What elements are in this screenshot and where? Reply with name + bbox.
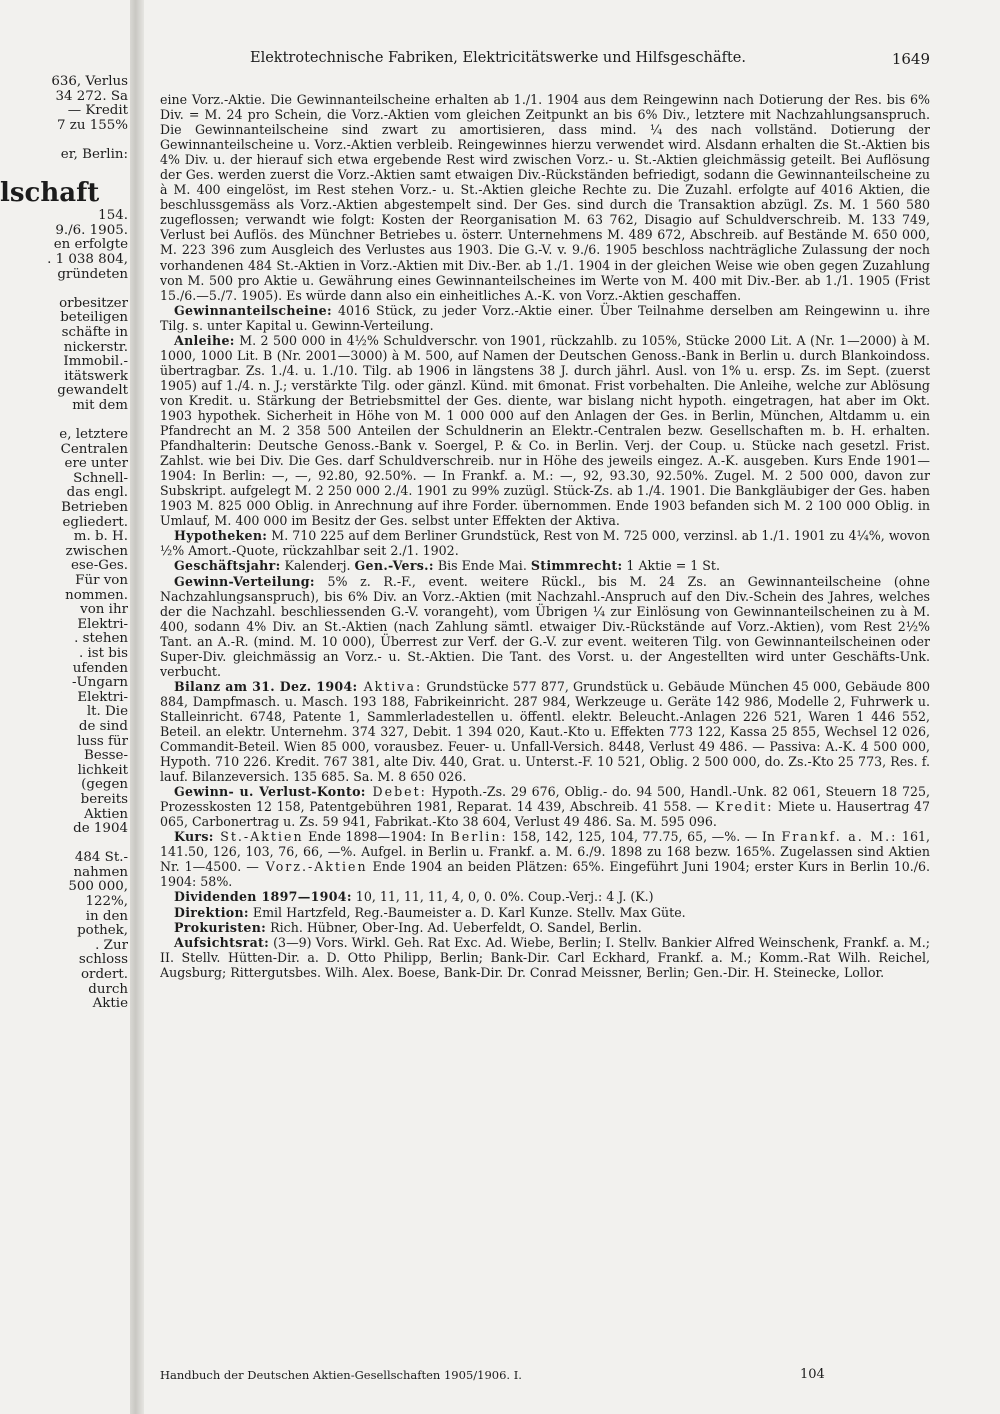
fragment-line: e, letztere <box>59 427 128 443</box>
spaced-label: St.-Aktien <box>213 829 304 845</box>
section-text: (3—9) Vors. Wirkl. Geh. Rat Exc. Ad. Wiebe, Berlin; I. Stellv. Bankier Alfred Weinschenk, Frankf. a. M.; II. Stellv. Hütten-Dir. a. D. Otto Philipp, Berlin; Bank-Dir. Carl Eckhard, Frankf. a. M.; Komm.-Rat Wilh. Reichel, Augsburg; Rittergutsbes. Wilh. Alex. Boese, Bank-Dir. Dr. Conrad Meissner, Berlin; Gen.-Dir. H. Steinecke, Lollor. <box>160 934 930 980</box>
paragraph-hypotheken <box>160 528 930 558</box>
section-heading: Gen.-Vers.: <box>354 558 434 574</box>
page-footer <box>160 1368 930 1386</box>
fragment-line: nahmen <box>73 864 128 880</box>
fragment-line: . ist bis <box>78 645 128 661</box>
adjacent-page-fragment <box>0 75 128 1375</box>
fragment-line: das engl. <box>66 485 128 501</box>
running-header <box>160 50 930 74</box>
section-heading: Kurs: <box>174 829 214 845</box>
spaced-label: Vorz.-Aktien <box>258 859 368 875</box>
section-text: 4016 Stück, zu jeder Vorz.-Aktie einer. Über Teilnahme derselben am Reingewinn u. ihre Tilg. s. unter Kapital u. Gewinn-Verteilung. <box>160 302 930 333</box>
section-text: Ende 1904 an beiden Plätzen: 65%. Eingeführt Juni 1904; erster Kurs in Berlin 10./6. 1904: 58%. <box>160 859 930 890</box>
fragment-line: durch <box>88 981 128 997</box>
fragment-line: egliedert. <box>62 514 128 530</box>
fragment-line: Betrieben <box>61 500 128 516</box>
fragment-line: de 1904 <box>73 821 128 837</box>
fragment-line: Schnell- <box>73 470 128 486</box>
section-text: 5% z. R.-F., event. weitere Rückl., bis M. 24 Zs. an Gewinnanteilscheine (ohne Nachzahlungsanspruch), bis 6% Div. an Vorz.-Aktien (mit Nachzahl.-Anspruch auf den Div.-Schein des Jahres, welches der die Nachzahl. beschliessenden G.-V. vorangeht), vom Übrigen ¼ zur Einlösung von Gewinnanteilscheinen zu à M. 400, sodann 4% Div. an St.-Aktien (nach Zahlung sämtl. etwaiger Div.-Rückstände auf Vorz.-Aktien), vom Rest 2½% Tant. an A.-R. (mind. M. 10 000), Überrest zur Verf. der G.-V. zur event. weiteren Tilg. von Gewinnanteilscheinen oder Super-Div. gleichmässig an Vorz.- u. St.-Aktien. Die Tant. des Vorst. u. der Angestellten wird unter Geschäfts-Unk. verbucht. <box>160 573 930 679</box>
fragment-line: Besse- <box>84 748 128 764</box>
paragraph-bilanz <box>160 679 930 784</box>
book-binding-shadow <box>130 0 144 1414</box>
section-heading: Stimmrecht: <box>530 558 623 574</box>
paragraph-prokuristen <box>160 920 930 935</box>
fragment-line: lichkeit <box>77 762 128 778</box>
fragment-line: luss für <box>77 733 128 749</box>
section-text: M. 710 225 auf dem Berliner Grundstück, Rest von M. 725 000, verzinsl. ab 1./1. 1901 zu 4¼%, wovon ½% Amort.-Quote, rückzahlbar seit 2./1. 1902. <box>160 528 930 559</box>
fragment-line: gründeten <box>57 266 128 282</box>
header-title: Elektrotechnische Fabriken, Elektricitätswerke und Hilfsgeschäfte. <box>250 50 746 66</box>
fragment-line: in den <box>85 908 128 924</box>
page-number: 1649 <box>891 50 930 68</box>
fragment-line: Immobil.- <box>63 354 128 370</box>
fragment-line: Für von <box>75 573 128 588</box>
fragment-line: schloss <box>78 952 128 968</box>
fragment-line: nickerstr. <box>63 339 128 355</box>
fragment-line <box>0 282 128 297</box>
fragment-line: m. b. H. <box>73 529 128 545</box>
fragment-line: 500 000, <box>68 879 128 895</box>
fragment-line: lschaft <box>0 178 100 209</box>
section-text: Emil Hartzfeld, Reg.-Baumeister a. D. Karl Kunze. Stellv. Max Güte. <box>248 904 686 920</box>
section-text: Rich. Hübner, Ober-Ing. Ad. Ueberfeldt, O. Sandel, Berlin. <box>266 919 642 935</box>
fragment-line: ese-Ges. <box>71 558 128 574</box>
paragraph-capital: eine Vorz.-Aktie. Die Gewinnanteilscheine erhalten ab 1./1. 1904 aus dem Reingewinn nach Dotierung der Res. bis 6% Div. = M. 24 pro Schein, die Vorz.-Aktien vom gleichen Zeitpunkt an bis 6% Div., letztere mit Nachzahlungsanspruch. Die Gewinnanteilscheine sind zwart zu amortisieren, dass mind. ¼ des nach vollständ. Dotierung der Gewinnanteilscheine u. Vorz.-Aktien verbleib. Reingewinnes hierzu verwendet wird. Alsdann erhalten die St.-Aktien bis 4% Div. u. der hierauf sich etwa ergebende Rest wird zwischen Vorz.- u. St.-Aktien gleichmässig geteilt. Bei Auflösung der Ges. werden zuerst die Vorz.-Aktien samt etwaigen Div.-Rückständen befriedigt, sodann die Gewinnanteilscheine zu à M. 400 eingelöst, im Rest stehen Vorz.- u. St.-Aktien gleiche Rechte zu. Die Zuzahl. erfolgte auf 4016 Aktien, die beschlussgemäss als Vorz.-Aktien abgestempelt sind. Der Ges. sind durch die Transaktion abzügl. Zs. M. 1 560 580 zugeflossen; verwandt wie folgt: Kosten der Reorganisation M. 63 762, Disagio auf Schuldverschreib. M. 133 749, Verlust bei Auflös. des Münchner Betriebes u. österr. Unternehmens M. 489 672, Abschreib. auf Bestände M. 650 000, M. 223 396 zum Ausgleich des Verlustes aus 1903. Die G.-V. v. 9./6. 1905 beschloss nachträgliche Zulassung der noch vorhandenen 484 St.-Aktien in Vorz.-Aktien mit Div.-Ber. ab 1./1. 1904 in der gleichen Weise wie oben gegen Zuzahlung von M. 500 pro Aktie u. Gewährung eines Gewinnanteilscheines im Werte von M. 400 mit Div.-Ber. ab 1./1. 1905 (Frist 15./6.—5./7. 1905). Es würde dann also ein einheitliches A.-K. von Vorz.-Aktien geschaffen. <box>160 92 930 303</box>
fragment-line: . Zur <box>95 937 128 953</box>
fragment-line: von ihr <box>80 602 128 618</box>
section-text: Bis Ende Mai. <box>433 558 531 574</box>
section-text: Hypoth.-Zs. 29 676, Oblig.- do. 94 500, Handl.-Unk. 82 061, Steuern 18 725, Prozesskosten 12 158, Patentgebühren 1981, Reparat. 14 439, Abschreib. 41 558. — <box>160 784 930 815</box>
spaced-label: Aktiva: <box>357 678 423 694</box>
fragment-line <box>0 837 128 852</box>
paragraph-direktion <box>160 905 930 920</box>
section-text: Miete u. Hausertrag 47 065, Carbonertrag u. Zs. 59 941, Fabrikat.-Kto 38 604, Verlust 49 486. Sa. M. 595 096. <box>160 799 930 830</box>
spaced-label: Debet: <box>365 784 427 800</box>
spaced-label: Berlin: <box>444 829 508 845</box>
paragraph-kurs <box>160 829 930 889</box>
paragraph-anleihe <box>160 333 930 529</box>
section-heading: Hypotheken: <box>174 528 268 544</box>
paragraph-gewinn-verteilung <box>160 574 930 679</box>
fragment-line: orbesitzer <box>59 295 128 311</box>
fragment-line <box>0 413 128 428</box>
fragment-line: 7 zu 155% <box>57 117 128 133</box>
paragraph-gewinn-verlust <box>160 784 930 829</box>
fragment-line: Centralen <box>60 441 128 457</box>
main-text-column <box>160 92 930 1362</box>
section-heading: Prokuristen: <box>174 919 267 935</box>
fragment-line: Aktie <box>92 996 128 1012</box>
fragment-line: zwischen <box>65 543 128 559</box>
footer-reference: Handbuch der Deutschen Aktien-Gesellschaften 1905/1906. I. <box>160 1368 522 1382</box>
section-text: 158, 142, 125, 104, 77.75, 65, —%. — In <box>507 829 775 845</box>
signature-mark: 104 <box>800 1367 825 1382</box>
fragment-line: de sind <box>78 718 128 734</box>
section-text: Grundstücke 577 877, Grundstück u. Gebäude München 45 000, Gebäude 800 884, Dampfmasch. u. Masch. 193 188, Fabrikeinricht. 287 984, Werkzeuge u. Geräte 142 986, Modelle 2, Fuhrwerk u. Stalleinricht. 6748, Patente 1, Sammlerladestellen u. öffentl. elektr. Beleucht.-Anlagen 226 521, Waren 1 446 552, Beteil. an elektr. Unternehm. 374 327, Debit. 1 394 020, Kaut.-Kto u. Effekten 773 122, Kassa 25 855, Wechsel 12 026, Commandit-Beteil. Wien 85 000, vorausbez. Feuer- u. Unfall-Versich. 8448, Verlust 49 486. — Passiva: A.-K. 4 500 000, Hypoth. 710 226. Kredit. 767 381, alte Div. 440, Grat. u. Unterst.-F. 10 521, Oblig. 2 500 000, do. Zs.-Kto 25 773, Res. f. lauf. Bilanzeversich. 135 685. Sa. M. 8 650 026. <box>160 678 930 785</box>
section-heading: Direktion: <box>174 904 249 920</box>
section-heading: Geschäftsjahr: <box>174 558 281 574</box>
section-heading: Gewinn- u. Verlust-Konto: <box>174 784 366 800</box>
fragment-line: ordert. <box>81 967 128 983</box>
section-text: M. 2 500 000 in 4½% Schuldverschr. von 1901, rückzahlb. zu 105%, Stücke 2000 Lit. A (Nr. 1—2000) à M. 1000, 1000 Lit. B (Nr. 2001—3000) à M. 500, auf Namen der Deutschen Genoss.-Bank in Berlin u. durch Blankoindoss. übertragbar. Zs. 1./4. u. 1./10. Tilg. ab 1906 in längstens 38 J. durch jährl. Ausl. von 1% u. ersp. Zs. im Sept. (zuerst 1905) auf 1./4. n. J.; verstärkte Tilg. oder gänzl. Künd. mit 6monat. Frist vorbehalten. Die Anleihe, welche zur Ablösung von Kredit. u. Stärkung der Betriebsmittel der Ges. diente, war bislang nicht hypoth. eingetragen, hat aber im Okt. 1903 hypothek. Sicherheit in Höhe von M. 1 000 000 auf den Anlagen der Ges. in Berlin, München, Altdamm u. ein Pfandrecht an M. 2 358 500 Anteilen der Schuldnerin an Elektr.-Centralen bezw. Gesellschaften m. b. H. erhalten. Pfandhalterin: Deutsche Genoss.-Bank v. Soergel, P. & Co. in Berlin. Verj. der Coup. u. Stücke nach gesetzl. Frist. Zahlst. wie bei Div. Die Ges. darf Schuldverschreib. nur in Höhe des jeweils eingez. A.-K. ausgeben. Kurs Ende 1901—1904: In Berlin: —, —, 92.80, 92.50%. — In Frankf. a. M.: —, 92, 93.30, 92.50%. Zugel. M. 2 500 000, davon zur Subskript. aufgelegt M. 2 250 000 2./4. 1901 zu 99% zuzügl. Stück-Zs. ab 1./4. 1901. Die Bankgläubiger der Ges. haben 1903 M. 825 000 Oblig. in Anrechnung auf ihre Forder. übernommen. Ende 1903 befanden sich M. 2 100 000 Oblig. in Umlauf, M. 400 000 im Besitz der Ges. selbst unter Effekten der Aktiva. <box>160 332 930 529</box>
section-heading: Anleihe: <box>174 332 235 348</box>
paragraph-gewinnanteilscheine <box>160 303 930 333</box>
fragment-line: ere unter <box>64 456 128 472</box>
fragment-line: Elektri- <box>77 616 128 632</box>
paragraph-geschaeftsjahr <box>160 558 930 573</box>
section-heading: Dividenden 1897—1904: <box>174 889 352 905</box>
fragment-line: Elektri- <box>77 689 128 705</box>
fragment-line: — Kredit <box>67 103 128 119</box>
fragment-line <box>0 163 128 178</box>
section-text: 1 Aktie = 1 St. <box>622 558 720 574</box>
section-heading: Aufsichtsrat: <box>174 934 270 950</box>
spaced-label: Frankf. a. M.: <box>774 829 898 845</box>
fragment-line: lt. Die <box>86 704 128 720</box>
fragment-line <box>0 133 128 148</box>
fragment-line: -Ungarn <box>71 675 128 691</box>
section-heading: Gewinnanteilscheine: <box>174 302 332 318</box>
fragment-line: ufenden <box>72 660 128 676</box>
fragment-line: bereits <box>80 791 128 807</box>
spaced-label: Kredit: <box>708 799 774 815</box>
fragment-line: nommen. <box>65 587 128 603</box>
fragment-line: Aktien <box>84 806 128 822</box>
fragment-line: 636, Verlus <box>51 75 128 89</box>
fragment-line: 484 St.- <box>74 850 128 866</box>
fragment-line: er, Berlin: <box>60 146 128 162</box>
section-heading: Bilanz am 31. Dez. 1904: <box>174 678 358 694</box>
section-text: 161, 141.50, 126, 103, 76, 66, —%. Aufgel. in Berlin u. Frankf. a. M. 6./9. 1898 zu 168 bezw. 165%. Zugelassen sind Aktien Nr. 1—4500. — <box>160 829 930 875</box>
fragment-line: . stehen <box>74 631 128 647</box>
fragment-line: itätswerk <box>64 368 128 384</box>
section-text: 10, 11, 11, 11, 4, 0, 0. 0%. Coup.-Verj.: 4 J. (K.) <box>351 889 654 905</box>
fragment-line: 9./6. 1905. <box>55 222 128 238</box>
fragment-line: 122%, <box>85 894 128 910</box>
fragment-line: pothek, <box>77 923 128 939</box>
fragment-line: beteiligen <box>60 310 128 326</box>
section-text: Ende 1898—1904: In <box>303 829 444 845</box>
fragment-line: . 1 038 804, <box>47 251 128 267</box>
fragment-line: gewandelt <box>57 383 128 399</box>
fragment-line: schäfte in <box>61 324 128 340</box>
paragraph-dividenden <box>160 889 930 904</box>
paragraph-aufsichtsrat <box>160 935 930 980</box>
fragment-line: 34 272. Sa <box>55 88 128 104</box>
section-heading: Gewinn-Verteilung: <box>174 573 315 589</box>
fragment-line: mit dem <box>72 397 128 413</box>
fragment-line: en erfolgte <box>53 237 128 253</box>
fragment-line: 154. <box>98 208 128 224</box>
section-text: Kalenderj. <box>280 558 355 574</box>
fragment-line: (gegen <box>81 777 128 793</box>
